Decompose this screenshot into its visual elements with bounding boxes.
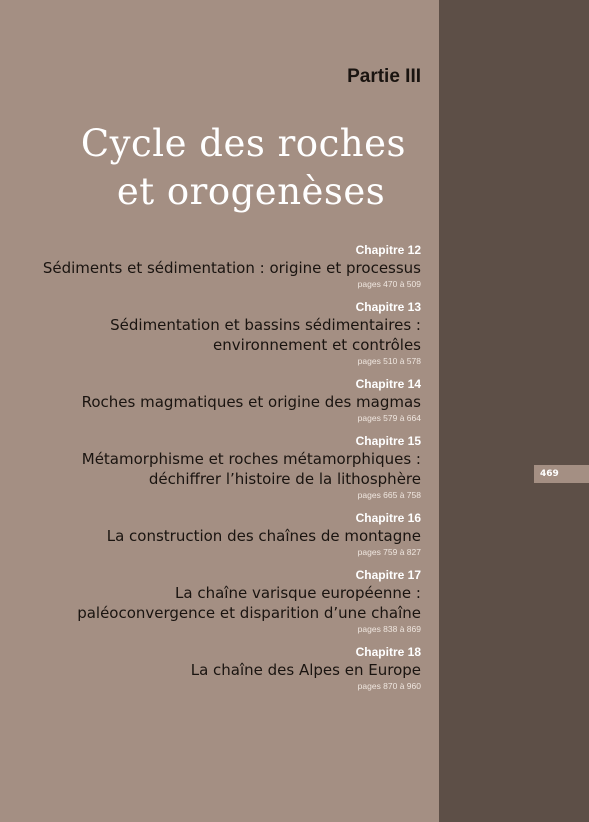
- chapter-pages: pages 665 à 758: [357, 490, 421, 500]
- chapter-label: Chapitre 13: [355, 300, 421, 314]
- chapter-entry[interactable]: [0, 377, 421, 424]
- part-label: Partie III: [347, 66, 421, 87]
- chapter-entry[interactable]: [0, 300, 421, 367]
- chapter-pages: pages 838 à 869: [357, 624, 421, 634]
- chapter-entry[interactable]: [0, 511, 421, 558]
- chapter-list: [0, 243, 421, 692]
- chapter-title: Roches magmatiques et origine des magmas: [81, 393, 421, 411]
- chapter-title: La construction des chaînes de montagne: [106, 527, 421, 545]
- chapter-label: Chapitre 15: [355, 434, 421, 448]
- chapter-title: déchiffrer l’histoire de la lithosphère: [148, 470, 421, 488]
- chapter-pages: pages 579 à 664: [357, 413, 421, 423]
- chapter-title: La chaîne varisque européenne :: [175, 584, 421, 602]
- chapter-label: Chapitre 14: [355, 377, 421, 391]
- chapter-title: Métamorphisme et roches métamorphiques :: [81, 450, 421, 468]
- page-number-tab: 469: [534, 465, 589, 483]
- chapter-title: paléoconvergence et disparition d’une chaîne: [77, 604, 421, 622]
- chapter-title: environnement et contrôles: [213, 336, 421, 354]
- part-title: [81, 120, 406, 216]
- chapter-pages: pages 510 à 578: [357, 356, 421, 366]
- chapter-label: Chapitre 17: [355, 568, 421, 582]
- right-sidebar: [439, 0, 589, 822]
- chapter-title: Sédimentation et bassins sédimentaires :: [110, 316, 421, 334]
- chapter-title: La chaîne des Alpes en Europe: [190, 661, 421, 679]
- chapter-label: Chapitre 12: [355, 243, 421, 257]
- chapter-pages: pages 870 à 960: [357, 681, 421, 691]
- chapter-entry[interactable]: [0, 434, 421, 501]
- chapter-label: Chapitre 18: [355, 645, 421, 659]
- chapter-entry[interactable]: [0, 645, 421, 692]
- chapter-entry[interactable]: [0, 243, 421, 290]
- part-title-line-1: Cycle des roches: [80, 122, 406, 165]
- part-title-line-2: et orogenèses: [116, 170, 386, 213]
- chapter-entry[interactable]: [0, 568, 421, 635]
- chapter-pages: pages 759 à 827: [357, 547, 421, 557]
- chapter-pages: pages 470 à 509: [357, 279, 421, 289]
- chapter-title: Sédiments et sédimentation : origine et processus: [42, 259, 421, 277]
- chapter-label: Chapitre 16: [355, 511, 421, 525]
